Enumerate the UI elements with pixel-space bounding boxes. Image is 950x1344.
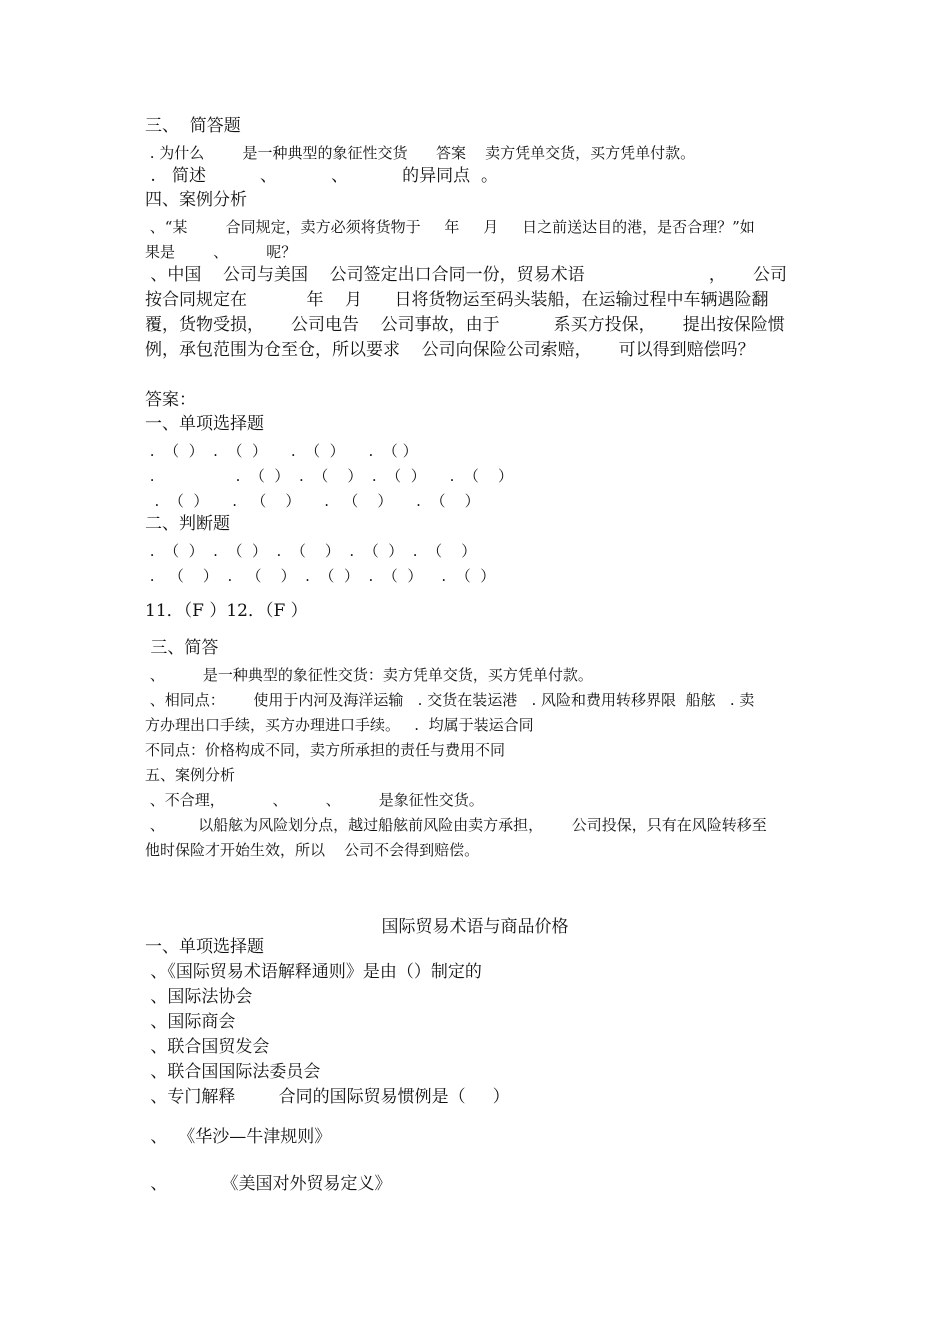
case-paragraph-line: 例，承包范围为仓至仓，所以要求 公司向保险公司索赔， 可以得到赔偿吗？ (145, 340, 755, 360)
option-line: 、国际法协会 (145, 987, 253, 1007)
option-line: 、国际商会 (145, 1012, 236, 1032)
option-line: 、 《美国对外贸易定义》 (145, 1174, 392, 1194)
section-heading-short-answer: 三、 简答题 (145, 116, 241, 136)
option-line: 、联合国国际法委员会 (145, 1062, 321, 1082)
question-line: 、《国际贸易术语解释通则》是由（）制定的 (145, 962, 482, 982)
section-heading-short-answer-key: 三、简答 (145, 638, 219, 658)
section-heading-single-choice-2: 一、单项选择题 (145, 937, 264, 957)
question-line: 、“某 合同规定，卖方必须将货物于 年 月 日之前送达目的港，是否合理？”如 (145, 218, 755, 236)
answers-heading: 答案： (145, 390, 196, 410)
answer-row: . （ ） . （ ） . （ ） . （ ） . （ ） (145, 542, 477, 560)
answer-line: 、不合理， 、 、 是象征性交货。 (145, 791, 484, 809)
answer-line: 、相同点： 使用于内河及海洋运输 . 交货在装运港 . 风险和费用转移界限 船舷 . 卖 (145, 691, 755, 709)
answer-line: 、 是一种典型的象征性交货：卖方凭单交货，买方凭单付款。 (145, 666, 593, 684)
question-line: 、专门解释 合同的国际贸易惯例是（ ） (145, 1087, 510, 1107)
section-heading-true-false: 二、判断题 (145, 514, 230, 534)
answer-line: 、 以船舷为风险划分点，越过船舷前风险由卖方承担， 公司投保，只有在风险转移至 (145, 816, 767, 834)
answer-row: . . （ ） . （ ） . （ ） . （ ） (145, 467, 513, 485)
section-heading-case-analysis-key: 五、案例分析 (145, 766, 236, 784)
case-paragraph-line: 按合同规定在 年 月 日将货物运至码头装船，在运输过程中车辆遇险翻 (145, 290, 769, 310)
answer-row: . （ ） . （ ） . （ ） . （ ） (145, 442, 418, 460)
question-line: 果是 、 呢？ (145, 243, 297, 261)
answer-row: . （ ） . （ ） . （ ） . （ ） . （ ） (145, 567, 496, 585)
case-paragraph-line: 、中国 公司与美国 公司签定出口合同一份，贸易术语 ， 公司 (145, 265, 787, 285)
answer-row: . （ ） . （ ） . （ ） . （ ） (145, 492, 480, 510)
option-line: 、 《华沙—牛津规则》 (145, 1127, 332, 1147)
case-paragraph-line: 覆，货物受损， 公司电告 公司事故，由于 系买方投保， 提出按保险惯 (145, 315, 785, 335)
chapter-title: 国际贸易术语与商品价格 (381, 917, 569, 937)
section-heading-case-analysis: 四、案例分析 (145, 190, 247, 210)
section-heading-single-choice: 一、单项选择题 (145, 414, 264, 434)
answer-line: 他时保险才开始生效，所以 公司不会得到赔偿。 (145, 841, 480, 859)
option-line: 、联合国贸发会 (145, 1037, 270, 1057)
answer-line: 不同点：价格构成不同，卖方所承担的责任与费用不同 (145, 741, 506, 759)
question-line: . 为什么 是一种典型的象征性交货 答案 卖方凭单交货，买方凭单付款。 (145, 144, 696, 162)
answer-line: 方办理出口手续，买方办理进口手续。 . 均属于装运合同 (145, 716, 534, 734)
question-line: . 简述 、 、 的异同点 。 (145, 166, 498, 186)
answer-row: 11．（F ）12．（F ） (145, 601, 308, 621)
